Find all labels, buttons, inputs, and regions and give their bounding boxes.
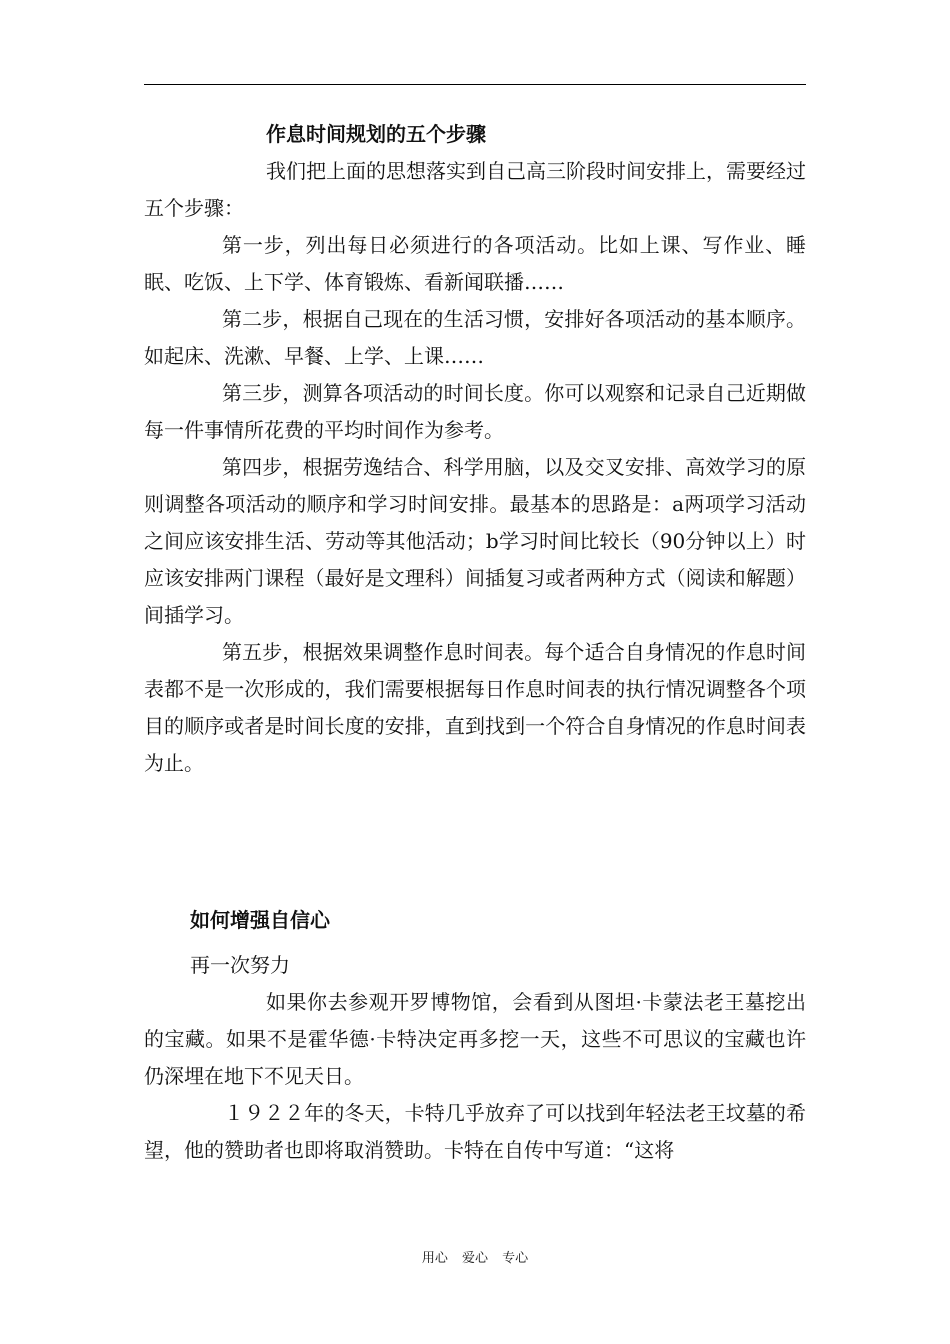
story-paragraph-2: １９２２年的冬天，卡特几乎放弃了可以找到年轻法老王坟墓的希望，他的赞助者也即将取消赞助。卡特在自传中写道：“这将 [144,1101,806,1162]
step-3-paragraph: 第三步，测算各项活动的时间长度。你可以观察和记录自己近期做每一件事情所花费的平均时间作为参考。 [144,381,806,442]
story-paragraph-1: 如果你去参观开罗博物馆，会看到从图坦·卡蒙法老王墓挖出的宝藏。如果不是霍华德·卡特决定再多挖一天，这些不可思议的宝藏也许仍深埋在地下不见天日。 [144,990,806,1088]
section-title-confidence: 如何增强自信心 [190,908,330,932]
subheading-try-again: 再一次努力 [190,953,290,977]
step-1-paragraph: 第一步，列出每日必须进行的各项活动。比如上课、写作业、睡眠、吃饭、上下学、体育锻炼、看新闻联播…… [144,233,806,294]
step-2-paragraph: 第二步，根据自己现在的生活习惯，安排好各项活动的基本顺序。如起床、洗漱、早餐、上学、上课…… [144,307,806,368]
page-footer: 用心 爱心 专心 [421,1251,529,1266]
intro-paragraph: 我们把上面的思想落实到自己高三阶段时间安排上，需要经过五个步骤： [144,159,806,220]
section-title-schedule: 作息时间规划的五个步骤 [266,122,486,146]
step-4-paragraph: 第四步，根据劳逸结合、科学用脑，以及交叉安排、高效学习的原则调整各项活动的顺序和学习时间安排。最基本的思路是：a两项学习活动之间应该安排生活、劳动等其他活动；b学习时间比较长（90分钟以上）时应该安排两门课程（最好是文理科）间插复习或者两种方式（阅读和解题）间插学习。 [144,455,806,627]
header-rule [144,84,806,85]
section-spacer [144,782,806,902]
page-content [144,116,806,1169]
step-5-paragraph: 第五步，根据效果调整作息时间表。每个适合自身情况的作息时间表都不是一次形成的，我们需要根据每日作息时间表的执行情况调整各个项目的顺序或者是时间长度的安排，直到找到一个符合自身情况的作息时间表为止。 [144,640,806,775]
